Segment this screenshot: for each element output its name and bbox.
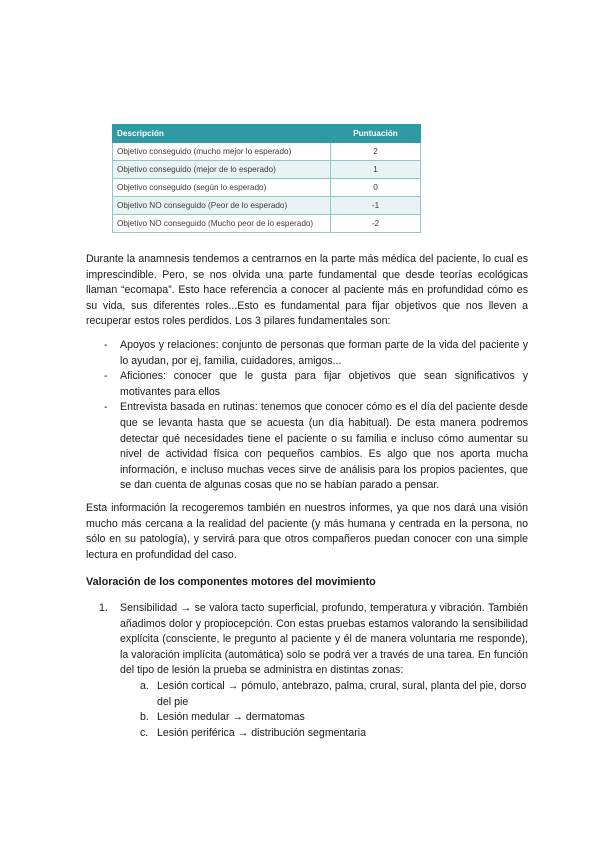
row-score: 2 bbox=[331, 143, 421, 161]
table-row bbox=[113, 179, 421, 197]
list-item-text: Aficiones: conocer que le gusta para fijar objetivos que sean significativos y motivantes para ellos bbox=[120, 370, 528, 398]
goal-attainment-table bbox=[112, 124, 421, 233]
list-dash: - bbox=[104, 339, 108, 351]
closing-paragraph: Esta información la recogeremos también en nuestros informes, ya que nos dará una visión mucho más cercana a la realidad del paciente (y más humana y centrada en la persona, no sólo en su patología), y servirá para que otros compañeros puedan conocer con una simple lectura en profundidad del caso. bbox=[86, 502, 528, 561]
table-row bbox=[113, 215, 421, 233]
row-score: 0 bbox=[331, 179, 421, 197]
row-description: Objetivo NO conseguido (Peor de lo esperado) bbox=[113, 197, 331, 215]
table-row bbox=[113, 161, 421, 179]
table-row bbox=[113, 143, 421, 161]
row-score: 1 bbox=[331, 161, 421, 179]
sub-item-letter: a. bbox=[140, 679, 149, 692]
numbered-item bbox=[86, 601, 528, 741]
sub-item-text: Lesión medular → dermatomas bbox=[157, 711, 305, 724]
item-number: 1. bbox=[99, 602, 108, 614]
numbered-list bbox=[86, 601, 528, 741]
list-dash: - bbox=[104, 370, 108, 383]
description-column-header: Descripción bbox=[113, 125, 331, 143]
sub-item bbox=[120, 726, 528, 742]
list-dash: - bbox=[104, 401, 108, 414]
sub-list bbox=[120, 679, 528, 741]
sub-item-letter: b. bbox=[140, 711, 149, 724]
row-description: Objetivo conseguido (mucho mejor lo esperado) bbox=[113, 143, 331, 161]
score-column-header: Puntuación bbox=[331, 125, 421, 143]
list-item bbox=[86, 400, 528, 494]
row-description: Objetivo NO conseguido (Mucho peor de lo esperado) bbox=[113, 215, 331, 233]
sub-item-text: Lesión cortical → pómulo, antebrazo, palma, crural, sural, planta del pie, dorso del pie bbox=[157, 679, 527, 708]
intro-paragraph: Durante la anamnesis tendemos a centrarnos en la parte más médica del paciente, lo cual es imprescindible. Pero, se nos olvida una parte fundamental que desde teorías ecológicas llaman “ecomapa”. Esto hace referencia a conocer al paciente más en profundidad cómo es su vida, sus diferentes roles...Esto es fundamental para fijar objetivos que nos lleven a recuperar estos roles perdidos. Los 3 pilares fundamentales son: bbox=[86, 253, 528, 328]
sub-item bbox=[120, 679, 528, 710]
table-row bbox=[113, 197, 421, 215]
section-title: Valoración de los componentes motores del movimiento bbox=[86, 576, 376, 588]
item-text: Sensibilidad → se valora tacto superficial, profundo, temperatura y vibración. También añadimos dolor y propiocepción. Con estas pruebas estamos valorando la sensibilidad explícita (consciente, le pregunto al paciente y él de manera voluntaria me responde), la valoración implícita (automática) solo se podrá ver a través de una tarea. En función del tipo de lesión la prueba se administra en distintas zonas: bbox=[120, 602, 528, 677]
row-description: Objetivo conseguido (mejor de lo esperado) bbox=[113, 161, 331, 179]
row-description: Objetivo conseguido (según lo esperado) bbox=[113, 179, 331, 197]
row-score: -2 bbox=[331, 215, 421, 233]
sub-item bbox=[120, 710, 528, 726]
row-score: -1 bbox=[331, 197, 421, 215]
list-item-text: Apoyos y relaciones: conjunto de personas que forman parte de la vida del paciente y lo ayudan, por ej, familia, cuidadores, amigos... bbox=[120, 339, 528, 367]
pillars-list bbox=[86, 338, 528, 494]
list-item-text: Entrevista basada en rutinas: tenemos que conocer cómo es el día del paciente desde que se levanta hasta que se acuesta (un día habitual). De esta manera podremos detectar qué necesidades tiene el paciente o su familia e incluso cómo aumentar su nivel de actividad física con pequeños cambios. Es algo que nos aporta mucha información, e incluso muchas veces sirve de análisis para los propios pacientes, que se dan cuenta de algunas cosas que no se habían parado a pensar. bbox=[120, 401, 528, 492]
list-item bbox=[86, 369, 528, 400]
list-item bbox=[86, 338, 528, 369]
sub-item-letter: c. bbox=[140, 726, 149, 739]
sub-item-text: Lesión periférica → distribución segmentaria bbox=[157, 726, 367, 739]
table-header-row bbox=[113, 125, 421, 143]
